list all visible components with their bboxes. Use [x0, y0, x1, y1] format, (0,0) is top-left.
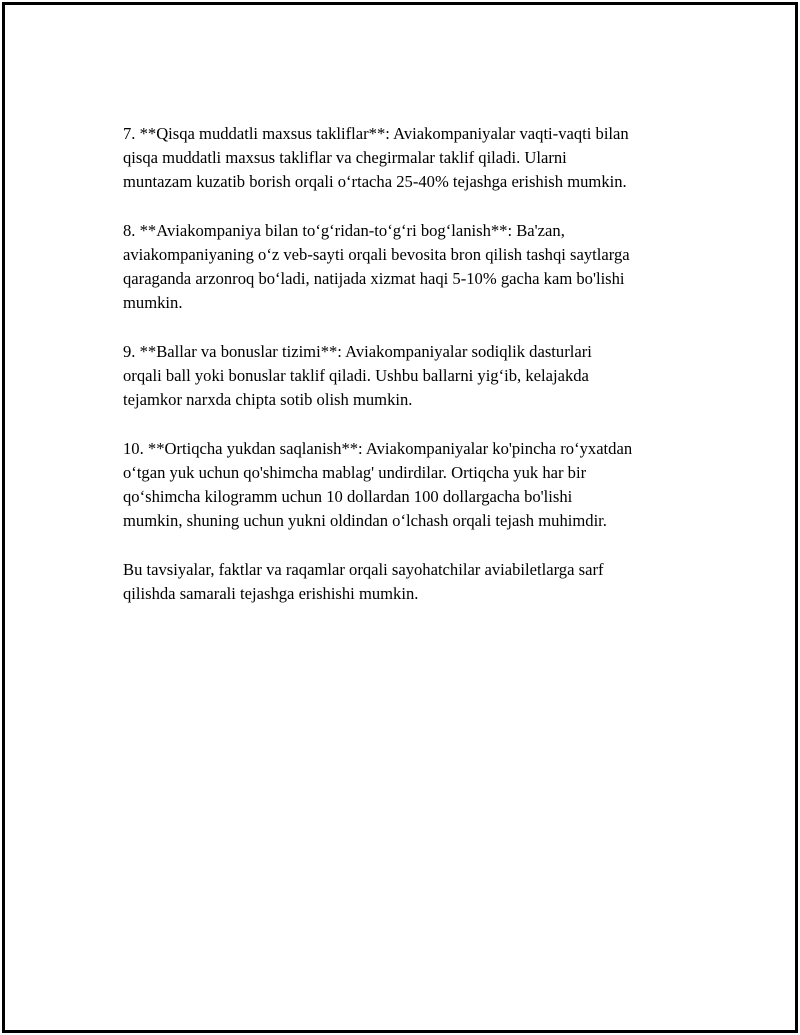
paragraph-item-10: 10. **Ortiqcha yukdan saqlanish**: Aviakompaniyalar ko'pincha roʻyxatdan oʻtgan yuk uchun qo'shimcha mablag' undirdilar. Ortiqcha yuk har bir qoʻshimcha kilogramm uchun 10 dollardan 100 dollargacha bo'lishi mumkin, shuning uchun yukni oldindan oʻlchash orqali tejash muhimdir. [123, 438, 633, 531]
paragraph-item-9: 9. **Ballar va bonuslar tizimi**: Aviakompaniyalar sodiqlik dasturlari orqali ball yoki bonuslar taklif qiladi. Ushbu ballarni yigʻib, kelajakda tejamkor narxda chipta sotib olish mumkin. [123, 341, 592, 410]
paragraph-item-7: 7. **Qisqa muddatli maxsus takliflar**: Aviakompaniyalar vaqti-vaqti bilan qisqa muddatli maxsus takliflar va chegirmalar taklif qiladi. Ularni muntazam kuzatib borish orqali oʻrtacha 25-40% tejashga erishish mumkin. [123, 124, 629, 192]
page-frame [2, 2, 798, 1033]
document-body [123, 122, 693, 630]
paragraph-conclusion: Bu tavsiyalar, faktlar va raqamlar orqali sayohatchilar aviabiletlarga sarf qilishda samarali tejashga erishishi mumkin. [123, 559, 604, 603]
paragraph-item-8: 8. **Aviakompaniya bilan toʻgʻridan-toʻgʻri bogʻlanish**: Ba'zan, aviakompaniyaning oʻz veb-sayti orqali bevosita bron qilish tashqi saytlarga qaraganda arzonroq boʻladi, natijada xizmat haqi 5-10% gacha kam bo'lishi mumkin. [123, 220, 630, 313]
